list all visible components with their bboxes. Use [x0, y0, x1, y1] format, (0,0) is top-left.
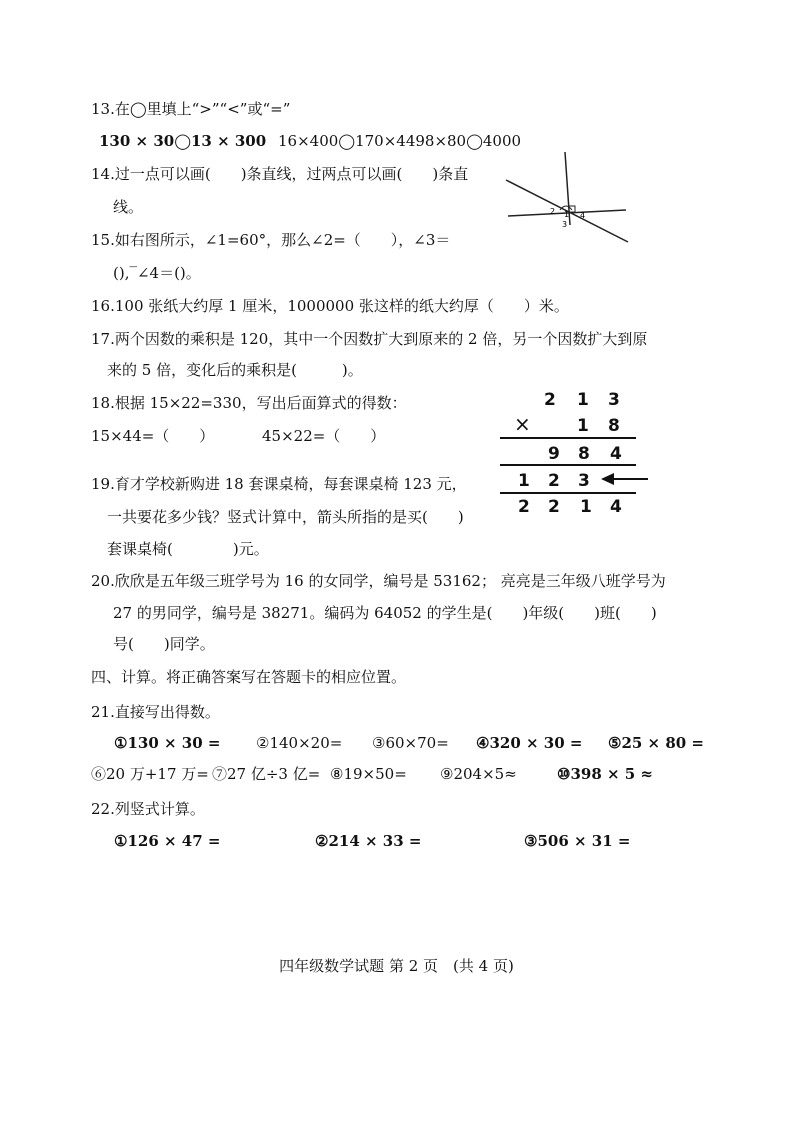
- q21-item-2: ②140×20=: [256, 734, 343, 752]
- digit: 1: [580, 497, 592, 517]
- q21-item-4: ④320 × 30 =: [476, 734, 583, 752]
- digit: 9: [548, 444, 560, 464]
- digit: 1: [577, 390, 589, 410]
- q14-line1: 14.过一点可以画( )条直线，过两点可以画( )条直: [91, 165, 469, 183]
- q21-item-3: ③60×70=: [372, 734, 449, 752]
- q19-line2: 一共要花多少钱？竖式计算中，箭头所指的是买( ): [107, 508, 464, 526]
- angle-label-4: 4: [580, 211, 586, 220]
- q22-title: 22.列竖式计算。: [91, 800, 205, 818]
- q21-item-6: ⑥20 万+17 万=: [91, 765, 209, 783]
- section-title: 四、计算。将正确答案写在答题卡的相应位置。: [91, 668, 407, 686]
- q13-expr1: 130 × 30◯13 × 300: [99, 132, 267, 150]
- angle-label-2: 2: [550, 207, 556, 216]
- arrow-head-icon: [601, 473, 614, 485]
- digit: 3: [608, 390, 620, 410]
- q17-line2: 来的 5 倍，变化后的乘积是( )。: [107, 361, 363, 379]
- q22-item-1: ①126 × 47 =: [114, 832, 221, 850]
- times-sign: ×: [514, 412, 531, 436]
- q18-line1: 18.根据 15×22=330，写出后面算式的得数：: [91, 394, 407, 412]
- q18-b: 45×22=（ ）: [262, 427, 386, 445]
- digit: 1: [518, 471, 530, 491]
- q21-row1: [0, 733, 793, 755]
- q21-title: 21.直接写出得数。: [91, 703, 220, 721]
- q20-line3: 号( )同学。: [113, 635, 215, 653]
- q21-item-7: ⑦27 亿÷3 亿=: [212, 765, 321, 783]
- digit: 4: [610, 444, 622, 464]
- page-footer: 四年级数学试题 第 2 页 (共 4 页): [279, 957, 514, 975]
- q22-item-3: ③506 × 31 =: [524, 832, 631, 850]
- digit: 2: [548, 497, 560, 517]
- q21-item-8: ⑧19×50=: [330, 765, 407, 783]
- q16-line1: 16.100 张纸大约厚 1 厘米，1000000 张这样的纸大约厚（ ）米。: [91, 297, 569, 315]
- q15-line1: 15.如右图所示，∠1=60°，那么∠2=（ ），∠3＝: [91, 231, 451, 249]
- digit: 8: [578, 444, 590, 464]
- right-angle-mark: [569, 206, 575, 212]
- digit: 2: [544, 390, 556, 410]
- q20-line1: 20.欣欣是五年级三班学号为 16 的女同学，编号是 53162； 亮亮是三年级八班学号为: [91, 572, 666, 590]
- q13-expr2: 16×400◯170×4498×80◯4000: [278, 132, 522, 150]
- digit: 2: [518, 497, 530, 517]
- q21-item-10: ⑩398 × 5 ≈: [557, 765, 653, 783]
- q22-row: [0, 831, 793, 853]
- vertical-multiplication: [500, 385, 655, 520]
- angle-label-3: 3: [562, 220, 568, 229]
- angle-figure: [500, 150, 635, 250]
- q15-line2: (),‾∠4＝()。: [113, 264, 201, 282]
- q20-line2: 27 的男同学，编号是 38271。编码为 64052 的学生是( )年级( )班( ): [113, 604, 657, 622]
- angle-label-1: 1: [564, 210, 570, 219]
- digit: 3: [578, 471, 590, 491]
- q13-title: 13.在◯里填上“>”“<”或“=”: [91, 100, 291, 118]
- digit: 1: [577, 416, 589, 436]
- q22-item-2: ②214 × 33 =: [315, 832, 422, 850]
- q21-item-1: ①130 × 30 =: [114, 734, 221, 752]
- q14-line2: 线。: [113, 198, 144, 216]
- q17-line1: 17.两个因数的乘积是 120，其中一个因数扩大到原来的 2 倍，另一个因数扩大到原: [91, 330, 648, 348]
- q19-line1: 19.育才学校新购进 18 套课桌椅，每套课桌椅 123 元，: [91, 475, 467, 493]
- digit: 2: [548, 471, 560, 491]
- q21-item-5: ⑤25 × 80 =: [608, 734, 704, 752]
- q21-item-9: ⑨204×5≈: [440, 765, 517, 783]
- digit: 4: [610, 497, 622, 517]
- q21-row2: [0, 764, 793, 786]
- q18-a: 15×44=（ ）: [91, 427, 215, 445]
- digit: 8: [608, 416, 620, 436]
- q19-line3: 套课桌椅( )元。: [107, 540, 269, 558]
